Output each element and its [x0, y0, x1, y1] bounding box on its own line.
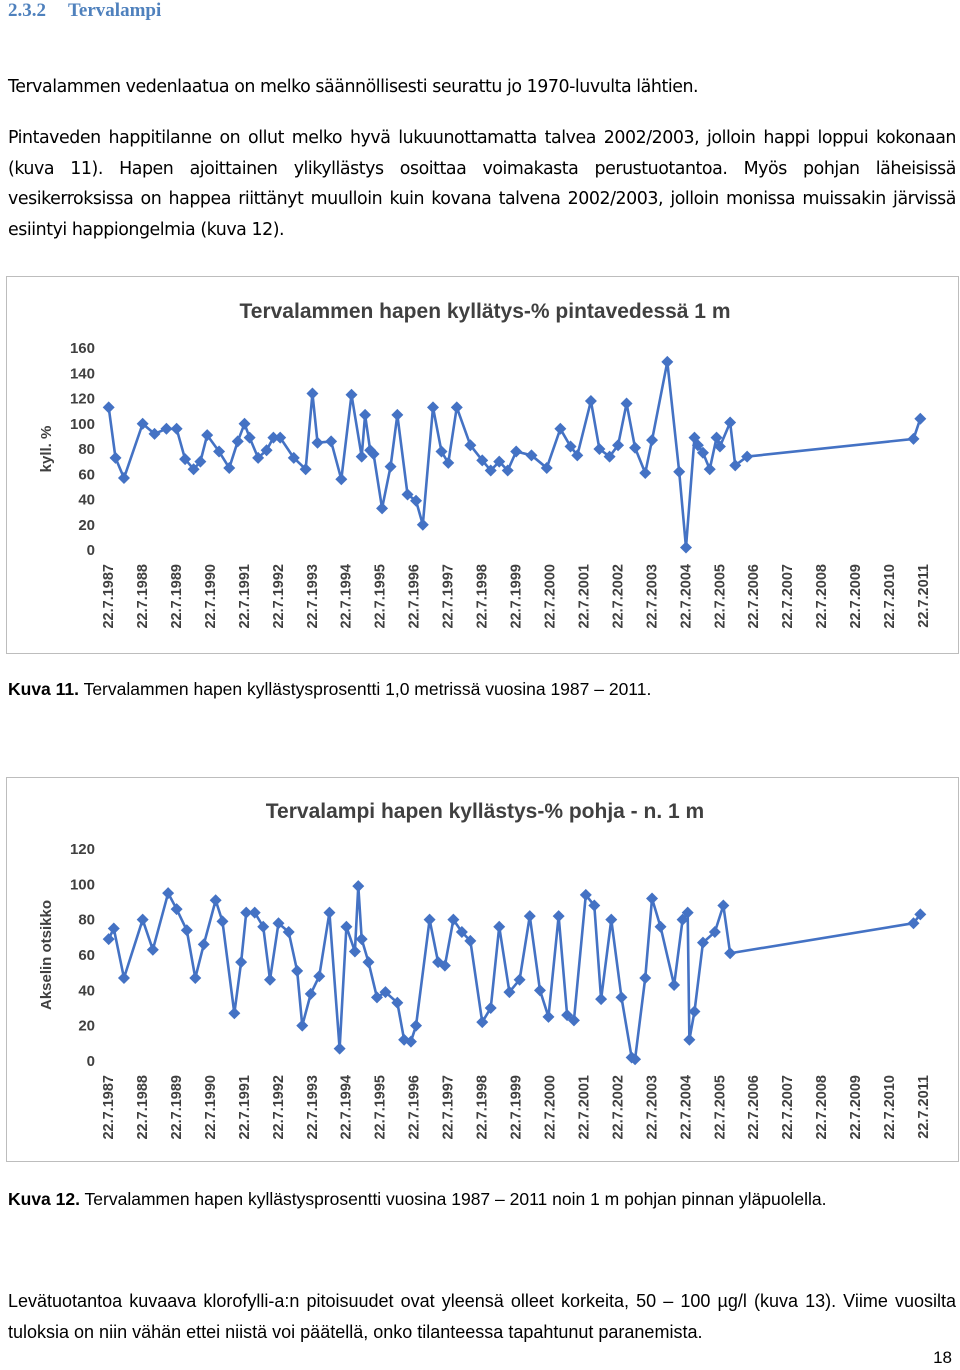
data-point [232, 435, 244, 447]
data-point [103, 401, 115, 413]
data-point [485, 1002, 497, 1014]
data-point [661, 356, 673, 368]
data-point [359, 409, 371, 421]
data-point [356, 451, 368, 463]
data-point [639, 467, 651, 479]
x-tick-label: 22.7.2008 [814, 564, 831, 629]
figure-12-text: Tervalammen hapen kyllästysprosentti vuosina 1987 – 2011 noin 1 m pohjan pinnan yläpuolella. [79, 1189, 827, 1209]
data-point [305, 988, 317, 1000]
chart-title: Tervalampi hapen kyllästys-% pohja - n. 1 m [265, 800, 705, 823]
data-point [147, 944, 159, 956]
data-point [235, 956, 247, 968]
data-point [335, 473, 347, 485]
data-point [554, 423, 566, 435]
y-tick-label: 0 [86, 1053, 95, 1070]
data-point [524, 910, 536, 922]
data-point [296, 1020, 308, 1032]
data-point [162, 887, 174, 899]
x-tick-label: 22.7.1993 [304, 1075, 321, 1140]
data-point [629, 442, 641, 454]
y-tick-label: 60 [78, 947, 95, 964]
x-tick-label: 22.7.1995 [372, 1075, 389, 1140]
data-point [376, 502, 388, 514]
x-tick-label: 22.7.1989 [168, 564, 185, 629]
x-tick-label: 22.7.2010 [882, 1075, 899, 1140]
x-tick-label: 22.7.1996 [406, 564, 423, 629]
data-point [385, 461, 397, 473]
data-point [362, 956, 374, 968]
x-tick-label: 22.7.1994 [338, 564, 355, 629]
data-point [210, 894, 222, 906]
x-tick-label: 22.7.2000 [542, 564, 559, 629]
chart-title: Tervalammen hapen kyllätys-% pintavedessä 1 m [239, 300, 731, 323]
data-point [542, 1011, 554, 1023]
data-point [442, 457, 454, 469]
data-point [216, 915, 228, 927]
x-tick-label: 22.7.2003 [644, 564, 661, 629]
y-tick-label: 100 [69, 876, 95, 894]
y-tick-label: 60 [78, 466, 95, 484]
data-point [493, 921, 505, 933]
x-tick-label: 22.7.1993 [304, 564, 321, 629]
data-point [325, 435, 337, 447]
data-point [553, 910, 565, 922]
x-tick-label: 22.7.2005 [712, 1075, 729, 1140]
paragraph-1: Tervalammen vedenlaatua on melko säännöllisesti seurattu jo 1970-luvulta lähtien. [8, 77, 699, 97]
data-point [323, 907, 335, 919]
series-line [109, 886, 921, 1059]
data-point [103, 933, 115, 945]
data-point [306, 387, 318, 399]
x-tick-label: 22.7.2007 [780, 564, 797, 629]
data-point [244, 432, 256, 444]
data-point [417, 519, 429, 531]
x-tick-label: 22.7.1999 [508, 564, 525, 629]
data-point [264, 974, 276, 986]
y-tick-label: 140 [69, 365, 95, 383]
x-tick-label: 22.7.2007 [780, 1075, 797, 1140]
y-tick-label: 160 [69, 340, 95, 357]
figure-12-label: Kuva 12. [8, 1189, 80, 1209]
x-tick-label: 22.7.1989 [168, 1075, 185, 1140]
x-tick-label: 22.7.2004 [678, 1075, 695, 1140]
x-tick-label: 22.7.1998 [474, 1075, 491, 1140]
x-tick-label: 22.7.2008 [814, 1075, 831, 1140]
y-axis-label: kyll. % [38, 425, 55, 473]
data-point [349, 945, 361, 957]
data-point [291, 965, 303, 977]
data-point [356, 933, 368, 945]
x-tick-label: 22.7.1990 [202, 1075, 219, 1140]
x-tick-label: 22.7.1992 [270, 1075, 287, 1140]
data-point [683, 1034, 695, 1046]
section-heading [8, 0, 161, 22]
x-tick-label: 22.7.1999 [508, 1075, 525, 1140]
x-tick-label: 22.7.1987 [101, 564, 117, 629]
x-tick-label: 22.7.1988 [134, 564, 151, 629]
section-title: Tervalampi [68, 0, 162, 21]
data-point [181, 924, 193, 936]
data-point [646, 892, 658, 904]
data-point [673, 466, 685, 478]
chart-bottom-oxygen [7, 778, 958, 1161]
x-tick-label: 22.7.1997 [440, 564, 457, 629]
data-point [239, 418, 251, 430]
x-tick-label: 22.7.2005 [712, 564, 729, 629]
x-tick-label: 22.7.2002 [610, 1075, 627, 1140]
x-tick-label: 22.7.2001 [576, 564, 593, 629]
data-point [171, 903, 183, 915]
y-tick-label: 80 [78, 441, 95, 458]
figure-11-text: Tervalammen hapen kyllästysprosentti 1,0 metrissä vuosina 1987 – 2011. [79, 679, 652, 699]
data-point [228, 1007, 240, 1019]
x-tick-label: 22.7.1994 [338, 1075, 355, 1140]
figure-11-caption [8, 679, 651, 700]
x-tick-label: 22.7.2011 [916, 1075, 932, 1139]
data-point [595, 993, 607, 1005]
x-tick-label: 22.7.1992 [270, 564, 287, 629]
section-number: 2.3.2 [8, 0, 46, 21]
data-point [340, 921, 352, 933]
data-point [312, 437, 324, 449]
data-point [346, 389, 358, 401]
data-point [605, 914, 617, 926]
data-point [171, 423, 183, 435]
y-tick-label: 80 [78, 911, 95, 929]
chart-1-frame [6, 276, 959, 654]
data-point [621, 398, 633, 410]
data-point [427, 401, 439, 413]
x-tick-label: 22.7.1987 [101, 1075, 117, 1140]
y-tick-label: 20 [78, 1017, 95, 1035]
page-number: 18 [933, 1348, 952, 1367]
data-point [639, 972, 651, 984]
y-tick-label: 100 [69, 415, 95, 433]
x-tick-label: 22.7.2004 [678, 564, 695, 629]
data-point [451, 401, 463, 413]
x-tick-label: 22.7.2010 [882, 564, 899, 629]
x-tick-label: 22.7.2006 [746, 1075, 763, 1140]
data-point [704, 463, 716, 475]
y-tick-label: 120 [69, 841, 95, 858]
data-point [391, 409, 403, 421]
data-point [189, 972, 201, 984]
data-point [476, 1016, 488, 1028]
data-point [668, 979, 680, 991]
paragraph-2: Pintaveden happitilanne on ollut melko hyvä lukuunottamatta talvea 2002/2003, jolloin happi loppui kokonaan (kuva 11). Hapen ajoittainen ylikyllästys osoittaa voimakasta perustuotantoa. Myös pohjan läheisissä vesikerroksissa on happea riittänyt muulloin kuin kovana talvena 2002/2003, jolloin monissa muissakin järvissä esiintyi happiongelmia (kuva 12). [8, 128, 956, 240]
data-point [655, 921, 667, 933]
x-tick-label: 22.7.2009 [848, 564, 865, 629]
x-tick-label: 22.7.1995 [372, 564, 389, 629]
data-point [424, 914, 436, 926]
y-tick-label: 40 [78, 982, 95, 1000]
data-point [908, 433, 920, 445]
x-tick-label: 22.7.2003 [644, 1075, 661, 1140]
x-tick-label: 22.7.2001 [576, 1075, 593, 1140]
data-point [257, 921, 269, 933]
data-point [717, 900, 729, 912]
data-point [724, 947, 736, 959]
x-tick-label: 22.7.1990 [202, 564, 219, 629]
x-tick-label: 22.7.2002 [610, 564, 627, 629]
data-point [118, 472, 130, 484]
data-point [510, 446, 522, 458]
data-point [914, 413, 926, 425]
y-axis-label: Akselin otsikko [38, 899, 55, 1011]
data-point [534, 984, 546, 996]
data-point [724, 416, 736, 428]
data-point [646, 434, 658, 446]
x-tick-label: 22.7.1988 [134, 1075, 151, 1140]
data-point [680, 541, 692, 553]
data-point [313, 970, 325, 982]
data-point [223, 462, 235, 474]
y-tick-label: 40 [78, 491, 95, 509]
x-tick-label: 22.7.1991 [236, 564, 253, 629]
chart-surface-oxygen [7, 277, 958, 653]
data-point [334, 1043, 346, 1055]
data-point [118, 972, 130, 984]
y-tick-label: 120 [69, 390, 95, 408]
x-tick-label: 22.7.2000 [542, 1075, 559, 1140]
data-point [137, 914, 149, 926]
x-tick-label: 22.7.2011 [916, 564, 932, 628]
x-tick-label: 22.7.1996 [406, 1075, 423, 1140]
data-point [249, 907, 261, 919]
data-point [615, 991, 627, 1003]
chart-2-frame [6, 777, 959, 1162]
x-tick-label: 22.7.1997 [440, 1075, 457, 1140]
x-tick-label: 22.7.1991 [236, 1075, 253, 1140]
x-tick-label: 22.7.1998 [474, 564, 491, 629]
data-point [198, 938, 210, 950]
y-tick-label: 0 [86, 542, 95, 559]
data-point [108, 923, 120, 935]
data-point [352, 880, 364, 892]
data-point [410, 1020, 422, 1032]
data-point [435, 446, 447, 458]
x-tick-label: 22.7.2006 [746, 564, 763, 629]
figure-12-caption [8, 1189, 827, 1210]
paragraph-3: Levätuotantoa kuvaava klorofylli-a:n pitoisuudet ovat yleensä olleet korkeita, 50 – 100 µg/l (kuva 13). Viime vuosilta tuloksia on niin vähän ettei niistä voi päätellä, onko tilanteessa tapahtunut paranemista. [8, 1291, 956, 1342]
y-tick-label: 20 [78, 516, 95, 534]
data-point [585, 395, 597, 407]
x-tick-label: 22.7.2009 [848, 1075, 865, 1140]
figure-11-label: Kuva 11. [8, 679, 80, 699]
data-point [109, 452, 121, 464]
